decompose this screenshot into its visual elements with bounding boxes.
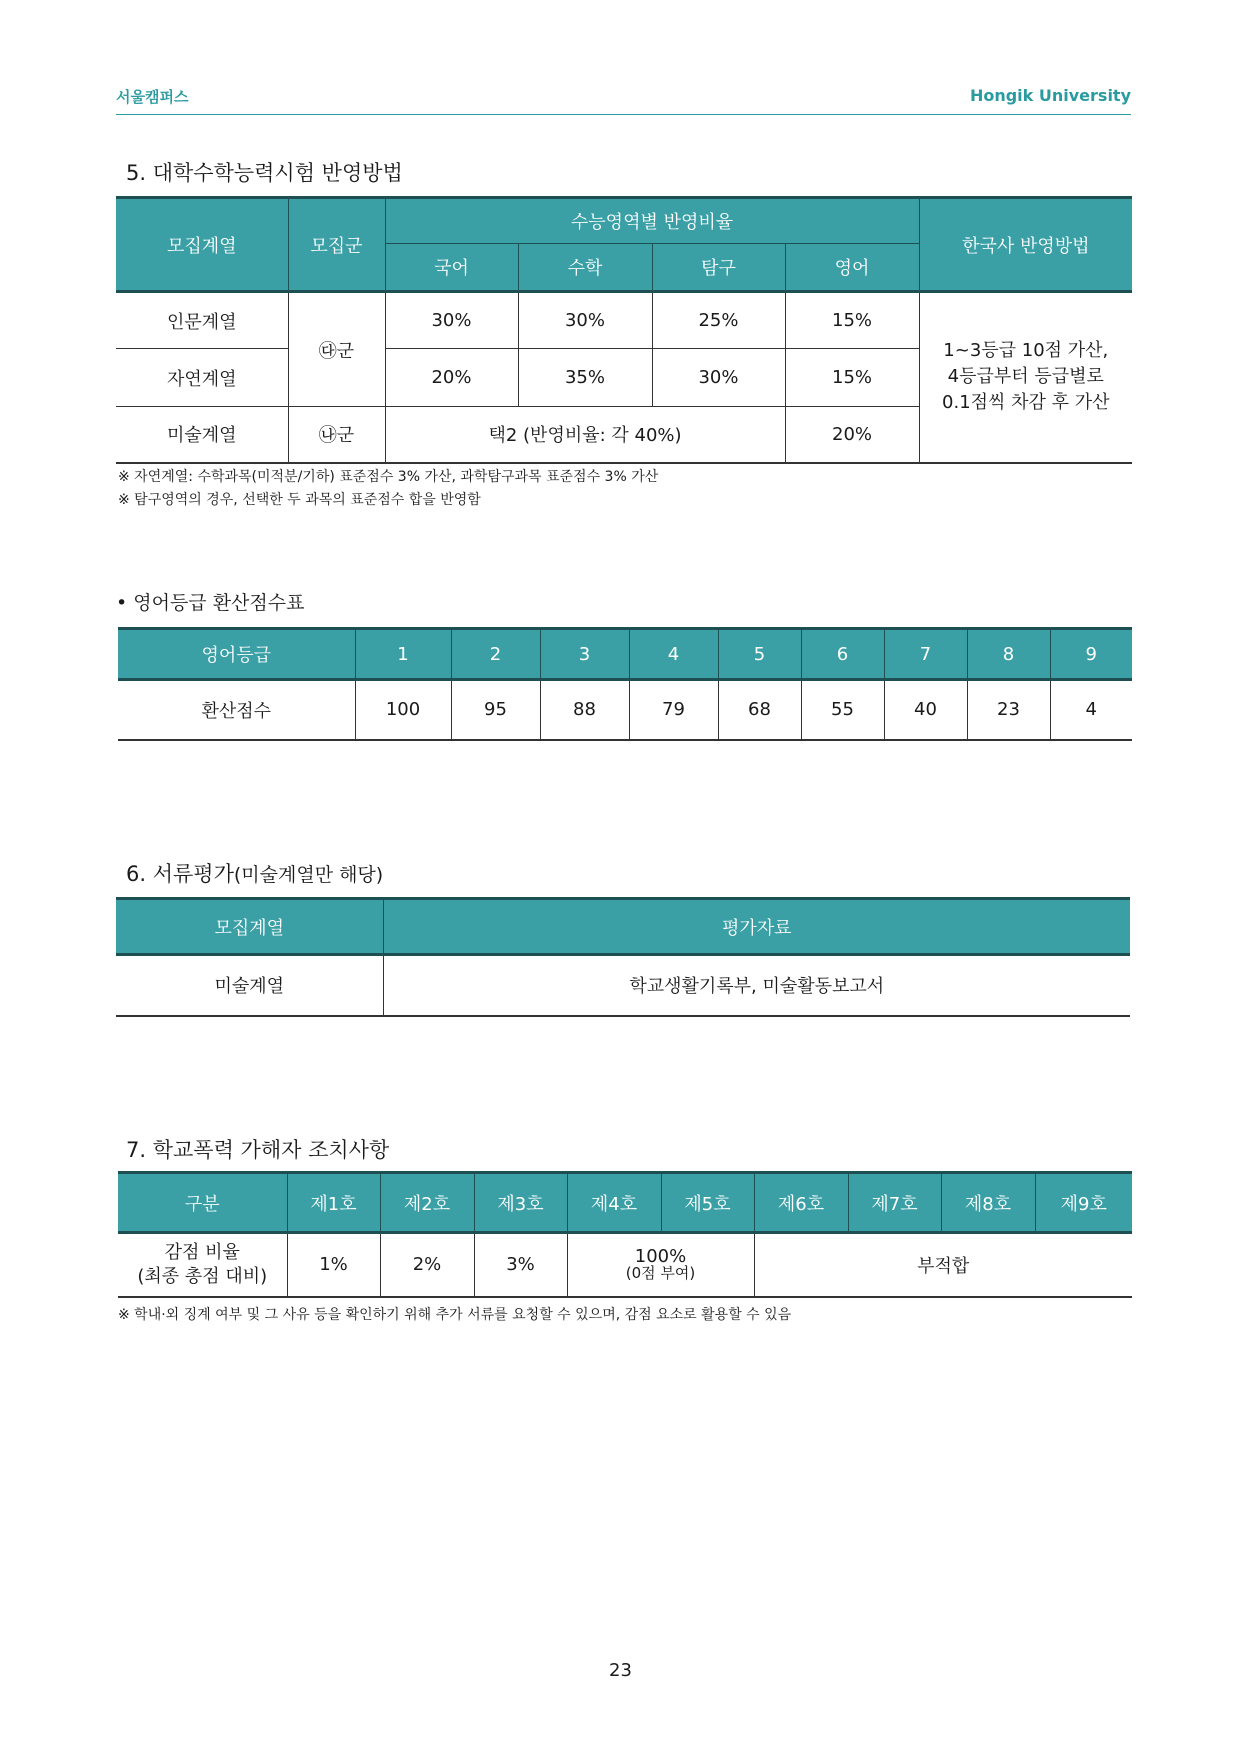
deduction-level4-5 [567,1233,754,1297]
th-level: 제1호 [287,1173,380,1233]
row-group: ㉰군 [288,292,385,407]
th-level: 제3호 [474,1173,567,1233]
score-cell: 4 [1050,680,1132,740]
th-grade: 5 [718,629,801,680]
score-cell: 95 [451,680,540,740]
th-grade: 1 [355,629,451,680]
th-field: 모집계열 [116,899,383,955]
row-group: ㉯군 [288,407,385,463]
document-review-table [116,897,1130,1017]
history-line: 0.1점씩 차감 후 가산 [942,392,1110,414]
th-level: 제5호 [661,1173,754,1233]
page-number: 23 [609,1660,632,1681]
row-field: 미술계열 [116,407,288,463]
header-divider [116,114,1131,115]
th-inquiry: 탐구 [652,244,785,292]
row-english: 20% [785,407,919,463]
th-grade: 7 [884,629,967,680]
school-violence-table [118,1171,1132,1298]
th-english: 영어 [785,244,919,292]
th-korean: 국어 [385,244,518,292]
th-level: 제2호 [380,1173,474,1233]
deduction-level3: 3% [474,1233,567,1297]
english-grade-table [118,627,1132,741]
th-level: 제6호 [754,1173,848,1233]
section5-title: 5. 대학수학능력시험 반영방법 [126,161,403,185]
th-materials: 평가자료 [383,899,1130,955]
deduction-sub: (0점 부여) [625,1264,696,1283]
deduction-value: 100% [634,1246,687,1268]
th-group: 모집군 [288,198,385,292]
row-inquiry: 25% [652,292,785,349]
deduction-level2: 2% [380,1233,474,1297]
th-grade-label: 영어등급 [118,629,355,680]
deduction-level6-9: 부적합 [754,1233,1132,1297]
th-level: 제7호 [848,1173,941,1233]
th-level: 제9호 [1035,1173,1132,1233]
history-method [919,292,1132,463]
row-english: 15% [785,292,919,349]
row-math: 35% [518,349,652,407]
section6-title [126,858,383,888]
row-combined: 택2 (반영비율: 각 40%) [385,407,785,463]
section5-note: ※ 자연계열: 수학과목(미적분/기하) 표준점수 3% 가산, 과학탐구과목 표준점수 3% 가산 [118,469,659,485]
th-grade: 3 [540,629,629,680]
score-cell: 100 [355,680,451,740]
row-korean: 30% [385,292,518,349]
row-field: 미술계열 [116,955,383,1016]
th-grade: 6 [801,629,884,680]
section6-title-main: 6. 서류평가 [126,862,234,886]
score-cell: 40 [884,680,967,740]
th-grade: 8 [967,629,1050,680]
th-ratio: 수능영역별 반영비율 [385,198,919,244]
deduction-level1: 1% [287,1233,380,1297]
row-field: 인문계열 [116,292,288,349]
campus-label: 서울캠퍼스 [116,88,189,106]
th-level: 제4호 [567,1173,661,1233]
score-cell: 55 [801,680,884,740]
row-materials: 학교생활기록부, 미술활동보고서 [383,955,1130,1016]
row-math: 30% [518,292,652,349]
deduction-label-line1: 감점 비율 [164,1241,240,1263]
th-grade: 4 [629,629,718,680]
th-grade: 9 [1050,629,1132,680]
th-level: 제8호 [941,1173,1035,1233]
deduction-label-line2: (최종 총점 대비) [137,1265,268,1287]
row-korean: 20% [385,349,518,407]
section7-note: ※ 학내·외 징계 여부 및 그 사유 등을 확인하기 위해 추가 서류를 요청할 수 있으며, 감점 요소로 활용할 수 있음 [118,1307,792,1323]
english-table-title: • 영어등급 환산점수표 [116,592,305,614]
deduction-label [118,1233,287,1297]
history-line: 1~3등급 10점 가산, [943,340,1109,362]
th-math: 수학 [518,244,652,292]
th-history: 한국사 반영방법 [919,198,1132,292]
section6-title-sub: (미술계열만 해당) [233,864,384,886]
row-field: 자연계열 [116,349,288,407]
th-field: 모집계열 [116,198,288,292]
score-label: 환산점수 [118,680,355,740]
score-cell: 79 [629,680,718,740]
th-grade: 2 [451,629,540,680]
history-line: 4등급부터 등급별로 [947,366,1104,388]
score-cell: 68 [718,680,801,740]
score-cell: 23 [967,680,1050,740]
section5-note: ※ 탐구영역의 경우, 선택한 두 과목의 표준점수 합을 반영함 [118,492,481,508]
score-cell: 88 [540,680,629,740]
suneung-table [116,196,1132,464]
th-category: 구분 [118,1173,287,1233]
university-name: Hongik University [969,86,1131,105]
section7-title: 7. 학교폭력 가해자 조치사항 [126,1138,390,1162]
row-english: 15% [785,349,919,407]
row-inquiry: 30% [652,349,785,407]
